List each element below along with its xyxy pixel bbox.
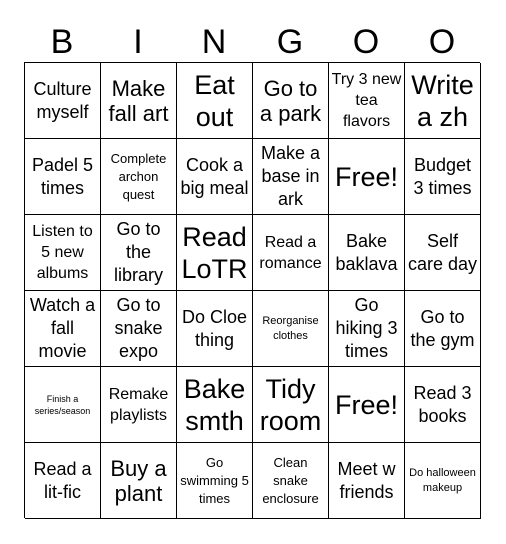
cell-label: Make a base in ark [260,143,321,209]
bingo-cell-free[interactable] [329,139,405,215]
cell-label: Listen to 5 new albums [32,223,93,282]
bingo-cell[interactable] [101,215,177,291]
bingo-cell[interactable] [25,139,101,215]
cell-label: Bake smth [183,373,246,436]
cell-label: Budget 3 times [413,154,472,198]
bingo-cell[interactable] [405,63,481,139]
bingo-cell[interactable] [25,215,101,291]
bingo-cell[interactable] [101,63,177,139]
bingo-cell[interactable] [405,215,481,291]
cell-label: Reorganise clothes [262,314,319,342]
bingo-cell[interactable] [177,63,253,139]
header-letter-i: I [133,23,143,61]
cell-label: Meet w friends [337,458,396,502]
cell-label: Free! [334,161,399,192]
bingo-cell[interactable] [253,367,329,443]
cell-label: Culture myself [33,78,92,122]
bingo-cell[interactable] [101,139,177,215]
header-letter-b: B [50,23,74,61]
cell-label: Read 3 books [413,382,472,426]
cell-label: Go swimming 5 times [180,454,249,506]
bingo-cell[interactable] [25,443,101,519]
header-letter-o-2: O [428,23,456,61]
cell-label: Free! [334,389,399,420]
bingo-cell[interactable] [101,291,177,367]
cell-label: Try 3 new tea flavors [331,71,402,130]
bingo-cell[interactable] [405,139,481,215]
cell-label: Go to a park [259,75,322,126]
cell-label: Make fall art [108,75,169,126]
bingo-cell[interactable] [25,367,101,443]
cell-label: Bake baklava [335,230,398,274]
header-letter-g: G [276,23,304,61]
bingo-cell[interactable] [405,367,481,443]
cell-label: Read a romance [259,233,322,272]
bingo-cell[interactable] [25,63,101,139]
cell-label: Complete archon quest [110,150,167,202]
bingo-cell[interactable] [329,215,405,291]
cell-label: Go hiking 3 times [335,295,398,361]
cell-label: Buy a plant [110,455,167,506]
cell-label: Go to the library [113,219,163,285]
bingo-cell[interactable] [253,291,329,367]
bingo-cell[interactable] [177,367,253,443]
cell-label: Read a lit-fic [33,458,92,502]
bingo-cell[interactable] [253,215,329,291]
bingo-cell[interactable] [329,291,405,367]
bingo-cell[interactable] [177,443,253,519]
cell-label: Go to the gym [410,306,475,350]
bingo-cell[interactable] [101,443,177,519]
cell-label: Eat out [194,69,235,132]
cell-label: Finish a series/season [34,393,91,416]
bingo-header [24,22,480,62]
cell-label: Tidy room [259,373,322,436]
bingo-cell[interactable] [253,139,329,215]
bingo-cell[interactable] [253,63,329,139]
cell-label: Self care day [407,230,478,274]
cell-label: Padel 5 times [31,154,94,198]
bingo-cell[interactable] [405,291,481,367]
cell-label: Do halloween makeup [409,466,476,494]
bingo-cell[interactable] [329,443,405,519]
bingo-cell[interactable] [405,443,481,519]
header-letter-o-1: O [352,23,380,61]
bingo-cell[interactable] [177,291,253,367]
bingo-cell[interactable] [329,63,405,139]
bingo-cell[interactable] [101,367,177,443]
cell-label: Read LoTR [181,221,248,284]
bingo-cell[interactable] [177,215,253,291]
cell-label: Remake playlists [108,385,169,424]
bingo-cell-free[interactable] [329,367,405,443]
bingo-cell[interactable] [25,291,101,367]
cell-label: Do Cloe thing [181,306,248,350]
cell-label: Write a zh [411,69,474,132]
header-letter-n: N [201,23,227,61]
bingo-board [24,62,480,518]
bingo-cell[interactable] [177,139,253,215]
bingo-cell[interactable] [253,443,329,519]
cell-label: Go to snake expo [114,295,163,361]
cell-label: Watch a fall movie [29,295,96,361]
cell-label: Clean snake enclosure [262,454,319,506]
cell-label: Cook a big meal [180,154,249,198]
